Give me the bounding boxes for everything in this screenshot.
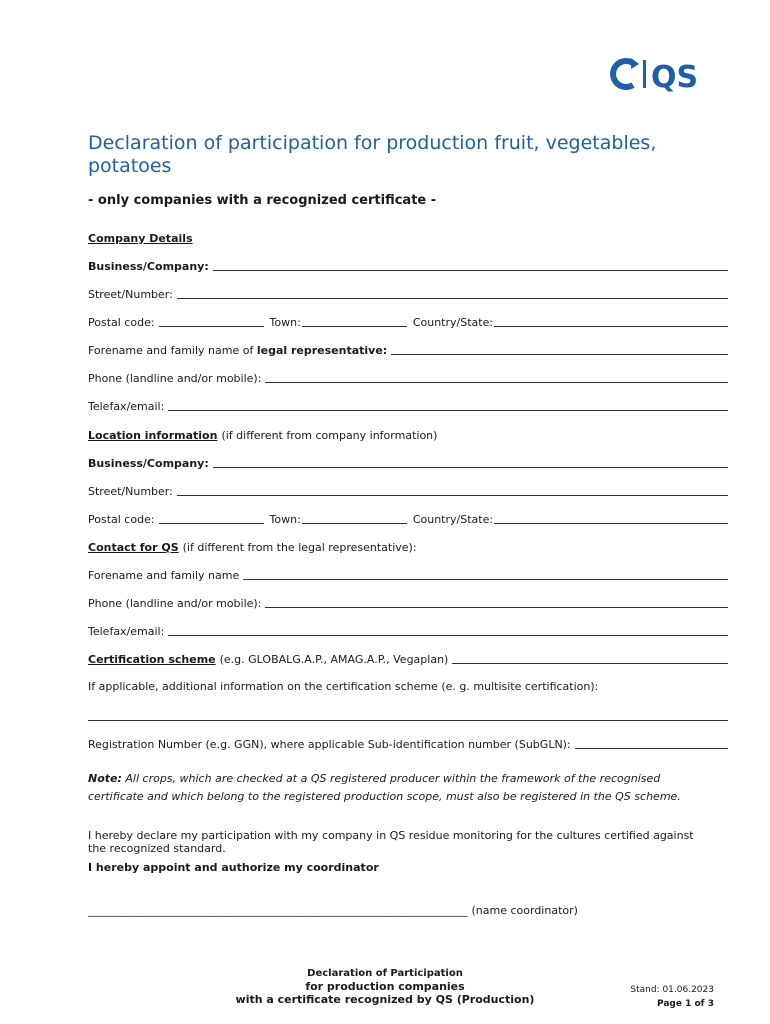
location-town-field[interactable] bbox=[302, 523, 407, 524]
company-postal-label: Postal code: bbox=[88, 316, 155, 329]
company-country-field[interactable] bbox=[494, 326, 728, 327]
contact-heading-row bbox=[88, 538, 728, 554]
contact-telefax-field[interactable] bbox=[168, 635, 728, 636]
registration-field[interactable] bbox=[575, 748, 728, 749]
company-phone-field[interactable] bbox=[265, 382, 728, 383]
location-postal-row bbox=[88, 510, 728, 526]
contact-phone-label: Phone (landline and/or mobile): bbox=[88, 597, 262, 610]
footer-title bbox=[200, 967, 570, 1006]
company-street-label: Street/Number: bbox=[88, 288, 173, 301]
company-country-label: Country/State: bbox=[412, 316, 494, 329]
legal-rep-label-bold: legal representative: bbox=[256, 344, 388, 357]
contact-phone-field[interactable] bbox=[265, 607, 728, 608]
contact-name-label: Forename and family name bbox=[88, 569, 240, 582]
contact-name-field[interactable] bbox=[243, 579, 728, 580]
company-postal-field[interactable] bbox=[159, 326, 264, 327]
certification-additional-field[interactable] bbox=[88, 720, 728, 721]
contact-heading-note: (if different from the legal representative): bbox=[182, 541, 417, 554]
company-telefax-field[interactable] bbox=[168, 410, 728, 411]
registration-row bbox=[88, 735, 728, 751]
company-postal-row bbox=[88, 313, 728, 329]
location-postal-field[interactable] bbox=[159, 523, 264, 524]
contact-phone-row bbox=[88, 594, 728, 610]
certification-heading-note: (e.g. GLOBALG.A.P., AMAG.A.P., Vegaplan) bbox=[219, 653, 449, 666]
appoint-statement: I hereby appoint and authorize my coordinator bbox=[88, 861, 379, 874]
contact-telefax-label: Telefax/email: bbox=[88, 625, 165, 638]
legal-rep-field[interactable] bbox=[391, 354, 728, 355]
contact-heading: Contact for QS bbox=[88, 541, 179, 554]
registration-label: Registration Number (e.g. GGN), where applicable Sub-identification number (SubGLN): bbox=[88, 738, 571, 751]
certification-additional-info: If applicable, additional information on the certification scheme (e. g. multisite certification): bbox=[88, 680, 599, 693]
footer-stand-date: Stand: 01.06.2023 bbox=[630, 985, 714, 995]
location-street-row bbox=[88, 482, 728, 498]
company-phone-label: Phone (landline and/or mobile): bbox=[88, 372, 262, 385]
footer-line-3: with a certificate recognized by QS (Production) bbox=[235, 993, 535, 1006]
location-heading-row bbox=[88, 426, 728, 442]
page-subtitle: - only companies with a recognized certificate - bbox=[88, 193, 437, 208]
certification-additional-row bbox=[88, 707, 728, 723]
location-business-row bbox=[88, 454, 728, 470]
company-business-label: Business/Company: bbox=[88, 260, 209, 273]
company-town-label: Town: bbox=[269, 316, 301, 329]
company-details-heading-row bbox=[88, 229, 728, 245]
company-telefax-label: Telefax/email: bbox=[88, 400, 165, 413]
company-business-row bbox=[88, 257, 728, 273]
certification-heading: Certification scheme bbox=[88, 653, 216, 666]
coordinator-row bbox=[88, 901, 728, 917]
contact-name-row bbox=[88, 566, 728, 582]
location-country-label: Country/State: bbox=[412, 513, 494, 526]
footer-line-1: Declaration of Participation bbox=[307, 968, 463, 979]
company-details-heading: Company Details bbox=[88, 232, 193, 245]
certification-field[interactable] bbox=[452, 663, 728, 664]
location-heading-note: (if different from company information) bbox=[221, 429, 438, 442]
location-town-label: Town: bbox=[269, 513, 301, 526]
coordinator-field[interactable]: _____________________________________________________________________ bbox=[88, 904, 468, 917]
declaration-paragraph: I hereby declare my participation with my company in QS residue monitoring for the cultures certified against the recognized standard. bbox=[88, 829, 694, 855]
company-street-row bbox=[88, 285, 728, 301]
note-label: Note: bbox=[88, 772, 122, 785]
location-business-label: Business/Company: bbox=[88, 457, 209, 470]
footer-meta bbox=[630, 983, 714, 1011]
footer-page-number: Page 1 of 3 bbox=[657, 999, 714, 1009]
qs-logo-mark bbox=[613, 58, 646, 88]
contact-telefax-row bbox=[88, 622, 728, 638]
company-telefax-row bbox=[88, 397, 728, 413]
qs-logo bbox=[609, 54, 719, 94]
note-paragraph bbox=[88, 770, 718, 806]
company-street-field[interactable] bbox=[177, 298, 728, 299]
location-street-field[interactable] bbox=[177, 495, 728, 496]
company-phone-row bbox=[88, 369, 728, 385]
company-business-field[interactable] bbox=[213, 270, 728, 271]
legal-rep-label: Forename and family name of bbox=[88, 344, 254, 357]
location-street-label: Street/Number: bbox=[88, 485, 173, 498]
company-legal-rep-row bbox=[88, 341, 728, 357]
page-title: Declaration of participation for production fruit, vegetables, potatoes bbox=[88, 132, 657, 177]
footer-line-2: for production companies bbox=[305, 980, 465, 993]
location-heading: Location information bbox=[88, 429, 218, 442]
qs-logo-text: QS bbox=[651, 60, 699, 94]
location-postal-label: Postal code: bbox=[88, 513, 155, 526]
location-country-field[interactable] bbox=[494, 523, 728, 524]
location-business-field[interactable] bbox=[213, 467, 728, 468]
note-text: All crops, which are checked at a QS registered producer within the framework of the recognised certificate and which belong to the registered production scope, must also be registered in the QS scheme. bbox=[88, 772, 681, 803]
certification-row bbox=[88, 650, 728, 666]
company-town-field[interactable] bbox=[302, 326, 407, 327]
coordinator-label: (name coordinator) bbox=[471, 904, 578, 917]
